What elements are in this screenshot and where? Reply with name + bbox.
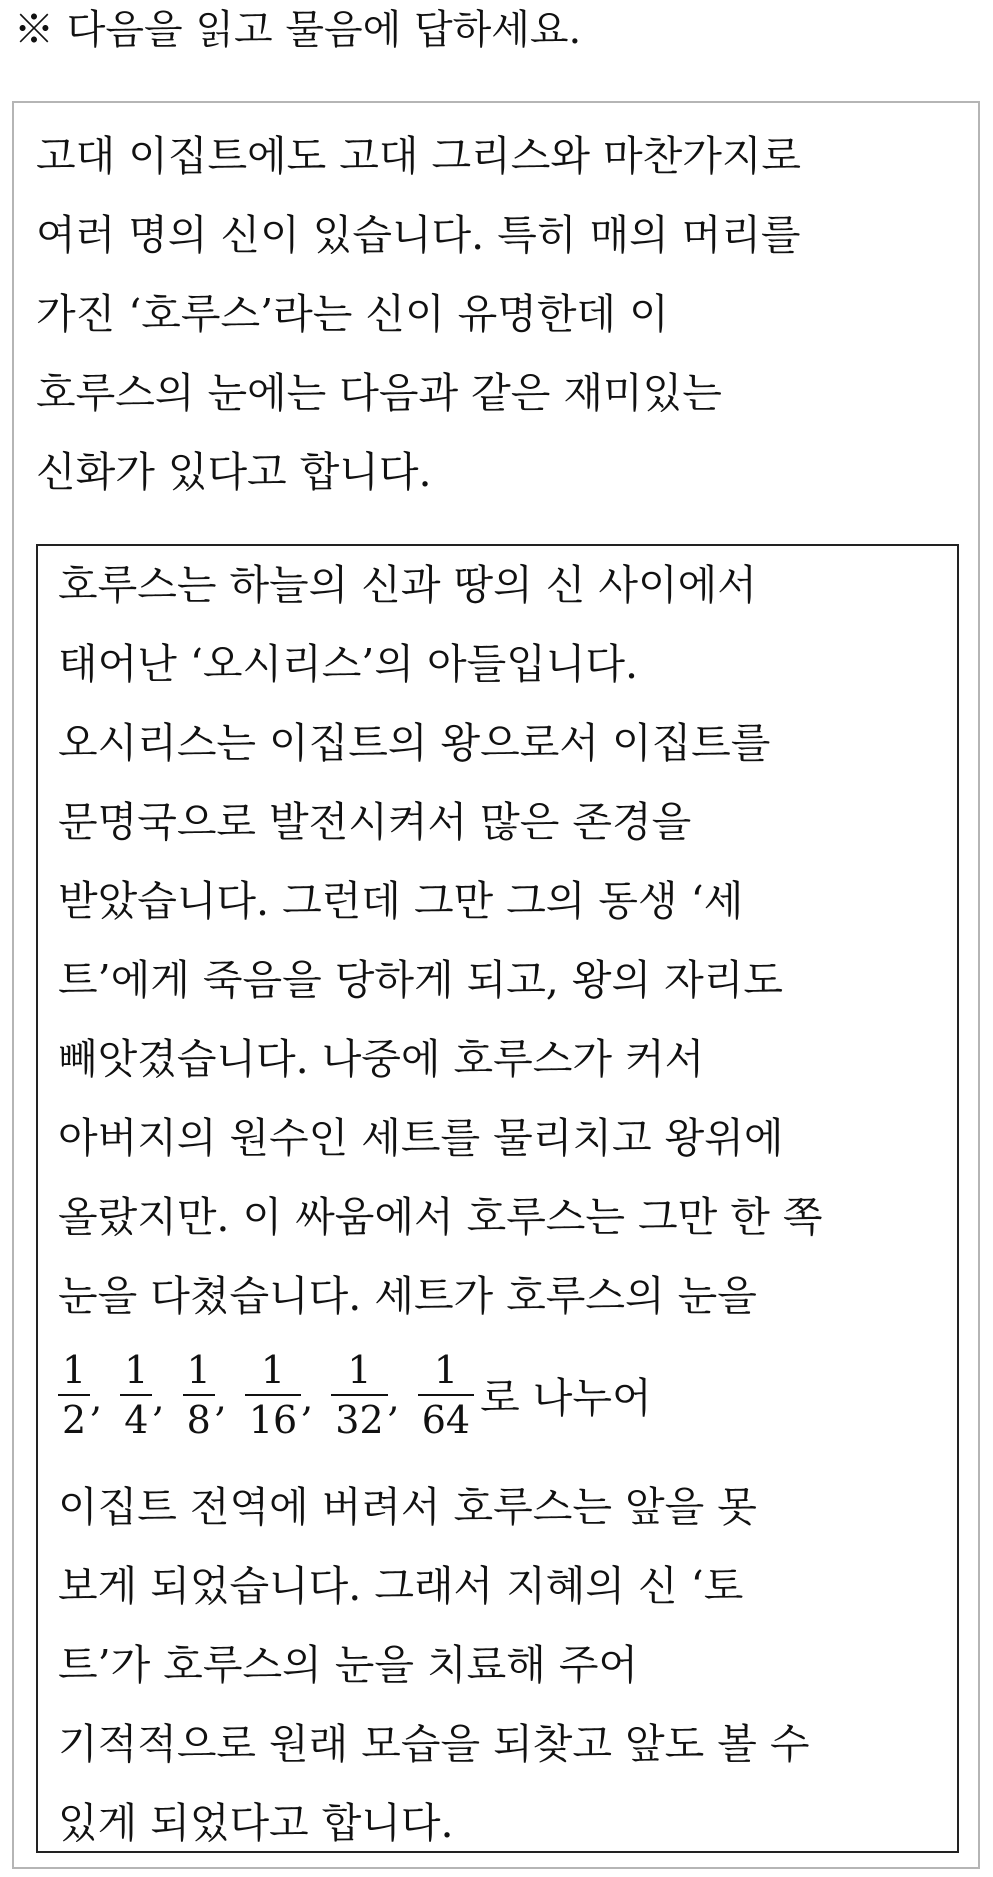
myth-story [58, 546, 948, 1863]
passage-box [12, 101, 980, 1869]
fraction-separator: , [214, 1376, 227, 1420]
story-line: 올랐지만. 이 싸움에서 호루스는 그만 한 쪽 [58, 1193, 823, 1241]
story-line: 기적적으로 원래 모습을 되찾고 앞도 볼 수 [58, 1720, 810, 1768]
fraction-sixty-fourth [418, 1346, 474, 1444]
story-line: 트’가 호루스의 눈을 치료해 주어 [58, 1641, 639, 1689]
fraction-quarter [120, 1346, 152, 1444]
fraction-line [58, 1340, 948, 1460]
instruction-text: ※ 다음을 읽고 물음에 답하세요. [14, 7, 582, 53]
fraction-denominator: 4 [124, 1398, 149, 1442]
fraction-separator: , [387, 1376, 400, 1420]
intro-line: 가진 ‘호루스’라는 신이 유명한데 이 [36, 290, 669, 338]
fraction-tail-text: 로 나누어 [480, 1374, 652, 1422]
story-line: 있게 되었다고 합니다. [58, 1799, 454, 1847]
story-line: 받았습니다. 그런데 그만 그의 동생 ‘세 [58, 877, 744, 925]
story-line: 눈을 다쳤습니다. 세트가 호루스의 눈을 [58, 1272, 757, 1320]
fraction-separator: , [152, 1376, 165, 1420]
fraction-denominator: 16 [248, 1398, 298, 1442]
fraction-separator: , [301, 1376, 314, 1420]
intro-line: 고대 이집트에도 고대 그리스와 마찬가지로 [36, 132, 802, 180]
fraction-numerator: 1 [245, 1346, 301, 1396]
myth-story-box [36, 544, 959, 1853]
story-line: 보게 되었습니다. 그래서 지혜의 신 ‘토 [58, 1562, 744, 1610]
fraction-numerator: 1 [58, 1346, 90, 1396]
fraction-denominator: 2 [62, 1398, 87, 1442]
story-line: 트’에게 죽음을 당하게 되고, 왕의 자리도 [58, 956, 783, 1004]
story-line: 호루스는 하늘의 신과 땅의 신 사이에서 [58, 561, 757, 609]
fraction-thirty-second [331, 1346, 387, 1444]
story-line: 문명국으로 발전시켜서 많은 존경을 [58, 798, 692, 846]
fraction-numerator: 1 [120, 1346, 152, 1396]
story-line: 이집트 전역에 버려서 호루스는 앞을 못 [58, 1483, 757, 1531]
intro-line: 여러 명의 신이 있습니다. 특히 매의 머리를 [36, 211, 801, 259]
fraction-eighth [183, 1346, 215, 1444]
fraction-separator: , [90, 1376, 103, 1420]
fraction-numerator: 1 [418, 1346, 474, 1396]
story-line: 빼앗겼습니다. 나중에 호루스가 커서 [58, 1035, 705, 1083]
story-line: 태어난 ‘오시리스’의 아들입니다. [58, 640, 639, 688]
intro-line: 신화가 있다고 합니다. [36, 448, 432, 496]
intro-paragraph [36, 117, 966, 512]
fraction-numerator: 1 [331, 1346, 387, 1396]
fraction-sixteenth [245, 1346, 301, 1444]
intro-line: 호루스의 눈에는 다음과 같은 재미있는 [36, 369, 722, 417]
fraction-denominator: 32 [335, 1398, 384, 1442]
story-line: 오시리스는 이집트의 왕으로서 이집트를 [58, 719, 771, 767]
fraction-denominator: 64 [421, 1398, 471, 1442]
story-line: 아버지의 원수인 세트를 물리치고 왕위에 [58, 1114, 784, 1162]
fraction-half [58, 1346, 90, 1444]
fraction-numerator: 1 [183, 1346, 215, 1396]
fraction-denominator: 8 [186, 1398, 211, 1442]
